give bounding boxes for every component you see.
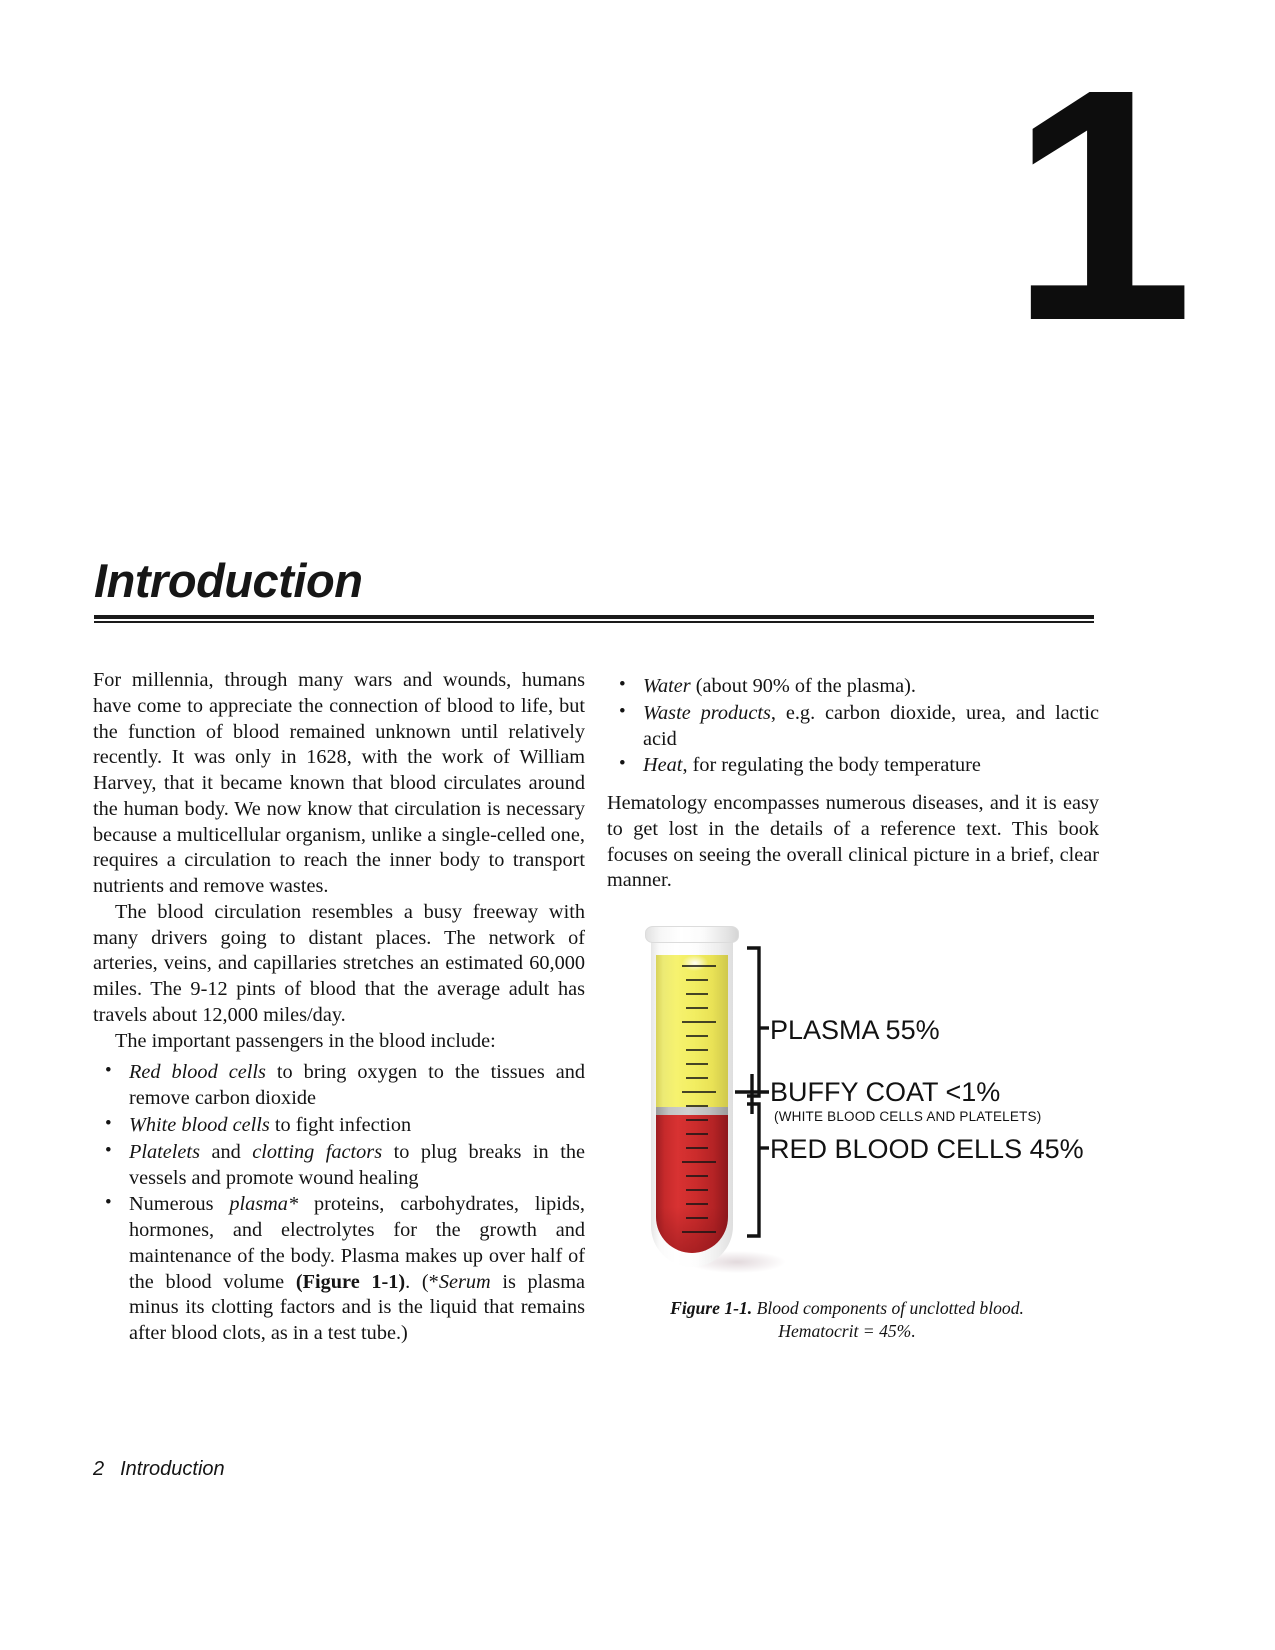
list-item-conjunction: and [199,1140,253,1163]
paragraph-intro-history: For millennia, through many wars and wounds, humans have come to appreciate the connection of blood to life, but the function of blood remained unknown until relatively recently. It was only in 1628, with the work of William Harvey, that it became known that blood circulates around the human body. We now know that circulation is necessary because a multicellular organism, unlike a single-celled one, requires a circulation to reach the inner body to transport nutrients and remove wastes. [93,669,585,898]
figure-blood-components [607,918,1107,1270]
list-item-emphasis: Platelets [129,1140,200,1163]
list-item [93,1192,585,1347]
test-tube-illustration [607,918,1107,1270]
list-item-emphasis: Heat [643,754,683,777]
page-title: Introduction [94,554,363,607]
list-item-text: to fight infection [269,1114,412,1137]
list-item-text: (about 90% of the plasma). [690,675,916,697]
footer-page-number: 2 [93,1458,105,1480]
list-item [607,753,1099,779]
title-rule-thin [94,621,1094,623]
list-item [93,1113,585,1139]
list-item-emphasis-2: clotting factors [252,1140,383,1163]
list-item [607,674,1099,700]
page-footer [93,1458,225,1481]
label-buffy-coat-sublabel: (WHITE BLOOD CELLS AND PLATELETS) [774,1109,1042,1124]
footer-section-title: Introduction [120,1458,225,1480]
figure-caption-number: Figure 1-1. [670,1298,753,1318]
plasma-contents-list [607,674,1099,779]
list-item-text: to bring oxygen to the tissues and remove carbon dioxide [129,1061,585,1110]
list-item-text: to plug breaks in the vessels and promote wound healing [129,1140,585,1189]
list-item [607,701,1099,753]
left-column [93,668,585,1348]
paragraph-passengers-lead: The important passengers in the blood include: [115,1029,496,1052]
list-item-prefix: Numerous [129,1193,230,1216]
paragraph-circulation-freeway: The blood circulation resembles a busy freeway with many drivers going to distant places. The network of arteries, veins, and capillaries stretches an estimated 60,000 miles. The 9-12 pints of blood that the average adult has travels about 12,000 miles/day. [93,900,585,1026]
figure-caption-line2: Hematocrit = 45%. [778,1320,916,1341]
list-item [93,1140,585,1192]
list-item-emphasis: Waste products [643,701,771,724]
title-block [94,556,1094,623]
figure-caption-line1: Blood components of unclotted blood. [756,1298,1024,1318]
list-item-text-after: . (* [405,1270,439,1293]
list-item-emphasis: Red blood cells [129,1061,266,1084]
label-plasma: PLASMA 55% [770,1015,940,1045]
list-item-emphasis: plasma* [229,1193,299,1216]
label-buffy-coat: BUFFY COAT <1% [770,1077,1001,1107]
list-item [93,1060,585,1112]
figure-reference: (Figure 1-1) [295,1270,406,1293]
list-item-tail: is plasma minus its clotting factors and is the liquid that remains after blood clots, as in a test tube.) [129,1270,585,1345]
list-item-text: , e.g. carbon dioxide, urea, and lactic acid [643,701,1099,750]
chapter-number: 1 [1010,20,1187,389]
list-item-text: , for regulating the body temperature [682,754,981,777]
label-red-blood-cells: RED BLOOD CELLS 45% [770,1134,1084,1164]
list-item-emphasis: Water [643,675,691,697]
paragraph-hematology-scope: Hematology encompasses numerous diseases, and it is easy to get lost in the details of a reference text. This book focuses on seeing the overall clinical picture in a brief, clear manner. [607,792,1099,892]
figure-caption [607,1297,1087,1343]
red-blood-cells-bracket [747,1104,769,1236]
serum-emphasis: Serum [438,1270,491,1293]
list-item-text: proteins, carbohydrates, lipids, hormones, and electrolytes for the growth and maintenance of the body. Plasma makes up over half of the blood volume [129,1193,585,1293]
list-item-emphasis: White blood cells [129,1114,270,1137]
buffy-coat-bracket [735,1074,769,1114]
blood-components-list [93,1060,585,1346]
right-column [607,668,1099,894]
plasma-bracket [747,948,769,1096]
